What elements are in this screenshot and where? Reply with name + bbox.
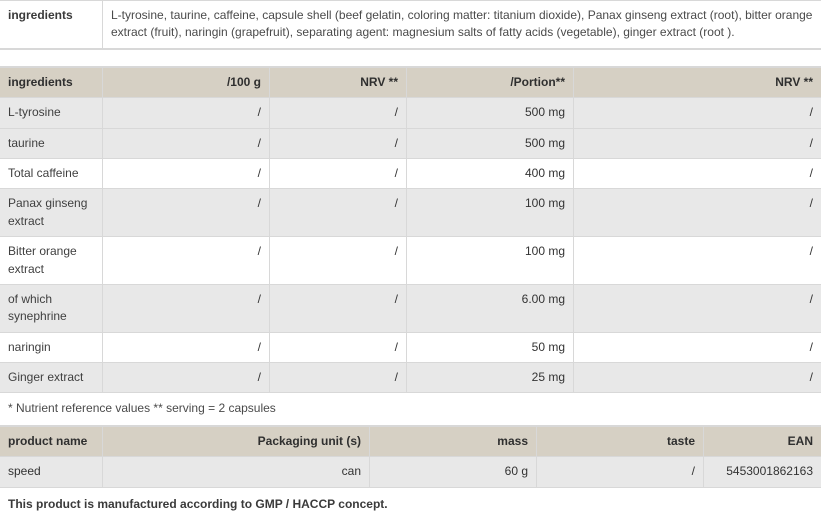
gmp-note-row [0,487,821,519]
ingredients-table [0,0,821,49]
footnote-text: * Nutrient reference values ** serving = 2 capsules [0,393,821,425]
row-name: naringin [0,332,103,362]
row-nrv-2: / [574,284,821,332]
row-nrv-2: / [574,189,821,237]
table-row [0,189,821,237]
row-nrv-1: / [270,363,407,393]
row-name: Ginger extract [0,363,103,393]
row-per-100g: / [103,284,270,332]
spacer-table [0,49,821,67]
row-name: Bitter orange extract [0,237,103,285]
row-portion: 50 mg [407,332,574,362]
ingredients-label: ingredients [0,1,103,49]
table-row [0,237,821,285]
footnote-row [0,393,821,425]
row-nrv-2: / [574,158,821,188]
table-row [0,158,821,188]
row-nrv-1: / [270,189,407,237]
row-nrv-2: / [574,332,821,362]
row-nrv-1: / [270,98,407,128]
row-name: taurine [0,128,103,158]
product-row-ean: 5453001862163 [704,457,821,487]
row-nrv-1: / [270,332,407,362]
nutrition-header-row [0,67,821,97]
product-header-mass: mass [370,426,537,456]
row-portion: 25 mg [407,363,574,393]
row-nrv-1: / [270,237,407,285]
nutrition-header-ingredients: ingredients [0,67,103,97]
row-per-100g: / [103,158,270,188]
nutrition-table [0,67,821,426]
nutrition-header-portion: /Portion** [407,67,574,97]
row-portion: 500 mg [407,98,574,128]
nutrition-header-nrv-1: NRV ** [270,67,407,97]
table-row [0,332,821,362]
row-nrv-2: / [574,237,821,285]
table-row [0,284,821,332]
row-portion: 500 mg [407,128,574,158]
table-row [0,98,821,128]
spacer-cell [0,49,821,66]
row-portion: 6.00 mg [407,284,574,332]
row-portion: 400 mg [407,158,574,188]
row-portion: 100 mg [407,189,574,237]
row-per-100g: / [103,189,270,237]
row-nrv-1: / [270,128,407,158]
product-row-name: speed [0,457,103,487]
row-name: L-tyrosine [0,98,103,128]
table-row [0,363,821,393]
nutrition-header-nrv-2: NRV ** [574,67,821,97]
row-nrv-2: / [574,98,821,128]
row-per-100g: / [103,98,270,128]
product-row-mass: 60 g [370,457,537,487]
product-header-taste: taste [537,426,704,456]
product-header-ean: EAN [704,426,821,456]
nutrition-header-per-100g: /100 g [103,67,270,97]
product-header-name: product name [0,426,103,456]
ingredients-row [0,1,821,49]
product-table [0,426,821,519]
row-portion: 100 mg [407,237,574,285]
row-per-100g: / [103,128,270,158]
row-per-100g: / [103,363,270,393]
table-row [0,128,821,158]
row-nrv-2: / [574,363,821,393]
product-header-packaging: Packaging unit (s) [103,426,370,456]
product-row-taste: / [537,457,704,487]
row-per-100g: / [103,237,270,285]
product-row-packaging: can [103,457,370,487]
row-per-100g: / [103,332,270,362]
row-nrv-1: / [270,284,407,332]
row-name: Panax ginseng extract [0,189,103,237]
row-name: Total caffeine [0,158,103,188]
table-row [0,457,821,487]
row-nrv-2: / [574,128,821,158]
ingredients-text: L-tyrosine, taurine, caffeine, capsule shell (beef gelatin, coloring matter: titanium dioxide), Panax ginseng extract (root), bitter orange extract (fruit), naringin (grapefruit), separating agent: magnesium salts of fatty acids (vegetable), ginger extract (root ). [103,1,821,49]
product-header-row [0,426,821,456]
spacer-row [0,49,821,66]
row-name: of which synephrine [0,284,103,332]
row-nrv-1: / [270,158,407,188]
gmp-note-text: This product is manufactured according to GMP / HACCP concept. [0,487,821,519]
